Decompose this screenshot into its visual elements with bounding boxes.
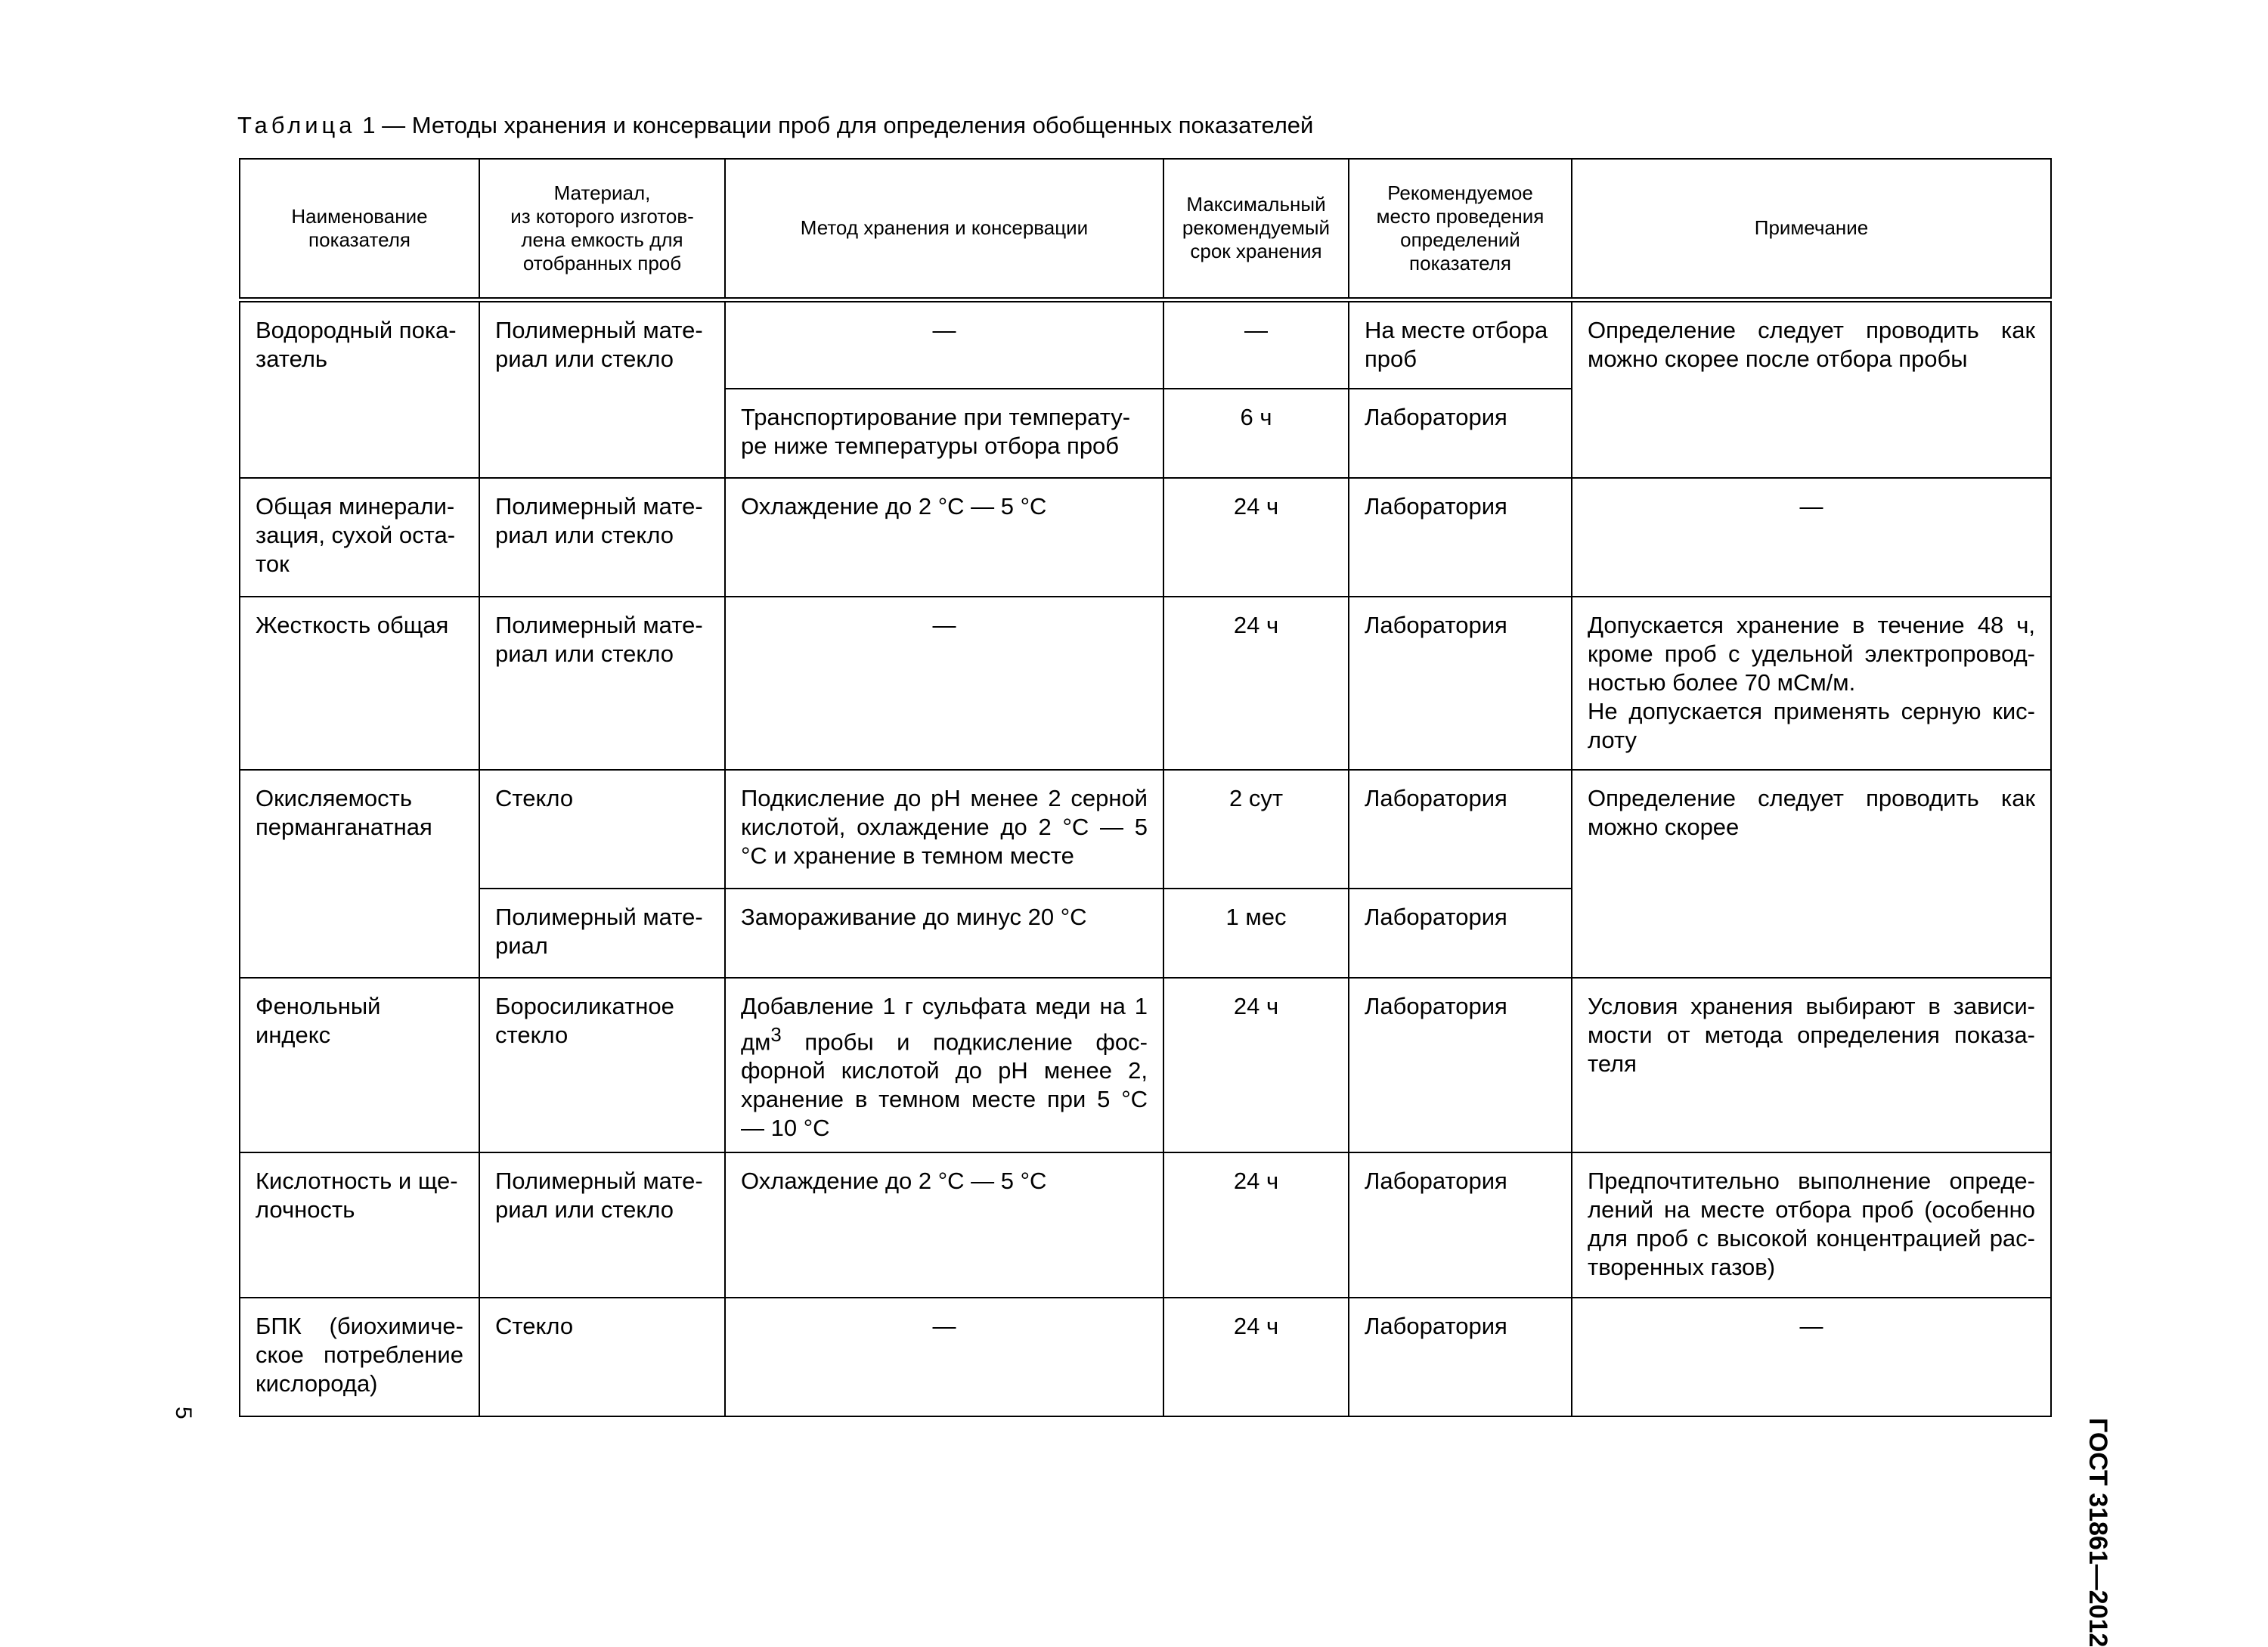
note-paragraph: Не допускается применять серную кис-лоту: [1588, 698, 2035, 753]
cell-method: Охлаждение до 2 °С — 5 °С: [725, 478, 1163, 597]
cell-indicator: Жесткость общая: [240, 597, 479, 770]
header-term: Максимальный рекомендуемый срок хранения: [1163, 159, 1349, 299]
caption-label: Таблица: [237, 112, 356, 138]
cell-method: —: [725, 299, 1163, 389]
storage-methods-table: [239, 158, 2052, 1417]
header-place: Рекомендуемое место проведения определений показателя: [1349, 159, 1572, 299]
header-material: Материал, из которого изготов- лена емкость для отобранных проб: [479, 159, 725, 299]
cell-indicator: Водородный пока- затель: [240, 299, 479, 478]
cell-method: Охлаждение до 2 °С — 5 °С: [725, 1152, 1163, 1298]
cell-place: На месте отбора проб: [1349, 299, 1572, 389]
cell-place: Лаборатория: [1349, 1298, 1572, 1416]
table-row: [240, 978, 2051, 1152]
note-paragraph: Допускается хранение в течение 48 ч, кроме проб с удельной электропровод-ностью более 70 мСм/м.: [1588, 612, 2035, 696]
cell-method: [725, 978, 1163, 1152]
cell-term: 24 ч: [1163, 1298, 1349, 1416]
method-text: пробы и подкисление фос-форной кислотой до pH менее 2, хранение в темном месте при 5 °С — 10 °С: [741, 1028, 1148, 1142]
cell-material: Полимерный мате- риал или стекло: [479, 299, 725, 478]
header-method: Метод хранения и консервации: [725, 159, 1163, 299]
table-caption: [237, 110, 1313, 141]
cell-note: [1572, 597, 2051, 770]
cell-material: Стекло: [479, 1298, 725, 1416]
cell-indicator: Окисляемость перманганатная: [240, 770, 479, 978]
cell-place: Лаборатория: [1349, 978, 1572, 1152]
cell-indicator: Кислотность и ще- лочность: [240, 1152, 479, 1298]
cell-note: Определение следует проводить как можно скорее после отбора пробы: [1572, 299, 2051, 478]
cell-note: Условия хранения выбирают в зависи-мости от метода определения показа-теля: [1572, 978, 2051, 1152]
cell-place: Лаборатория: [1349, 478, 1572, 597]
cell-term: 24 ч: [1163, 1152, 1349, 1298]
cell-term: 6 ч: [1163, 389, 1349, 478]
cell-method: —: [725, 1298, 1163, 1416]
caption-number: 1: [362, 112, 376, 138]
cell-term: 24 ч: [1163, 597, 1349, 770]
header-row: [240, 159, 2051, 299]
cell-place: Лаборатория: [1349, 389, 1572, 478]
cell-place: Лаборатория: [1349, 1152, 1572, 1298]
cell-place: Лаборатория: [1349, 597, 1572, 770]
cell-term: 1 мес: [1163, 889, 1349, 978]
superscript: 3: [770, 1025, 782, 1046]
method-text: Добавление 1 г сульфата меди на 1 дм: [741, 993, 1148, 1056]
cell-place: Лаборатория: [1349, 889, 1572, 978]
page-number: 5: [171, 1407, 196, 1419]
cell-place: Лаборатория: [1349, 770, 1572, 889]
cell-note: Определение следует проводить как можно скорее: [1572, 770, 2051, 978]
cell-method: Подкисление до pH менее 2 серной кислотой, охлаждение до 2 °С — 5 °С и хранение в темном месте: [725, 770, 1163, 889]
cell-note: —: [1572, 478, 2051, 597]
cell-material: Полимерный мате- риал или стекло: [479, 1152, 725, 1298]
table-row: [240, 597, 2051, 770]
cell-term: 2 сут: [1163, 770, 1349, 889]
cell-indicator: БПК (биохимиче-ское потребление кислорода): [240, 1298, 479, 1416]
table-row: [240, 478, 2051, 597]
cell-material: Полимерный мате- риал: [479, 889, 725, 978]
cell-note: Предпочтительно выполнение опреде-лений на месте отбора проб (особенно для проб с высокой концентрацией рас-творенных газов): [1572, 1152, 2051, 1298]
header-note: Примечание: [1572, 159, 2051, 299]
cell-material: Полимерный мате- риал или стекло: [479, 597, 725, 770]
cell-method: Транспортирование при температу- ре ниже температуры отбора проб: [725, 389, 1163, 478]
cell-note: —: [1572, 1298, 2051, 1416]
cell-method: —: [725, 597, 1163, 770]
caption-title: Методы хранения и консервации проб для определения обобщенных показателей: [411, 112, 1314, 138]
caption-dash: —: [382, 112, 406, 138]
table-row: [240, 299, 2051, 389]
cell-term: —: [1163, 299, 1349, 389]
cell-method: Замораживание до минус 20 °С: [725, 889, 1163, 978]
table-row: [240, 1152, 2051, 1298]
standard-code: ГОСТ 31861—2012: [2084, 1418, 2112, 1647]
table-row: [240, 1298, 2051, 1416]
cell-material: Стекло: [479, 770, 725, 889]
cell-material: Боросиликатное стекло: [479, 978, 725, 1152]
header-indicator: Наименование показателя: [240, 159, 479, 299]
cell-material: Полимерный мате- риал или стекло: [479, 478, 725, 597]
cell-indicator: Фенольный индекс: [240, 978, 479, 1152]
table-row: [240, 770, 2051, 889]
cell-indicator: Общая минерали- зация, сухой оста- ток: [240, 478, 479, 597]
cell-term: 24 ч: [1163, 478, 1349, 597]
cell-term: 24 ч: [1163, 978, 1349, 1152]
